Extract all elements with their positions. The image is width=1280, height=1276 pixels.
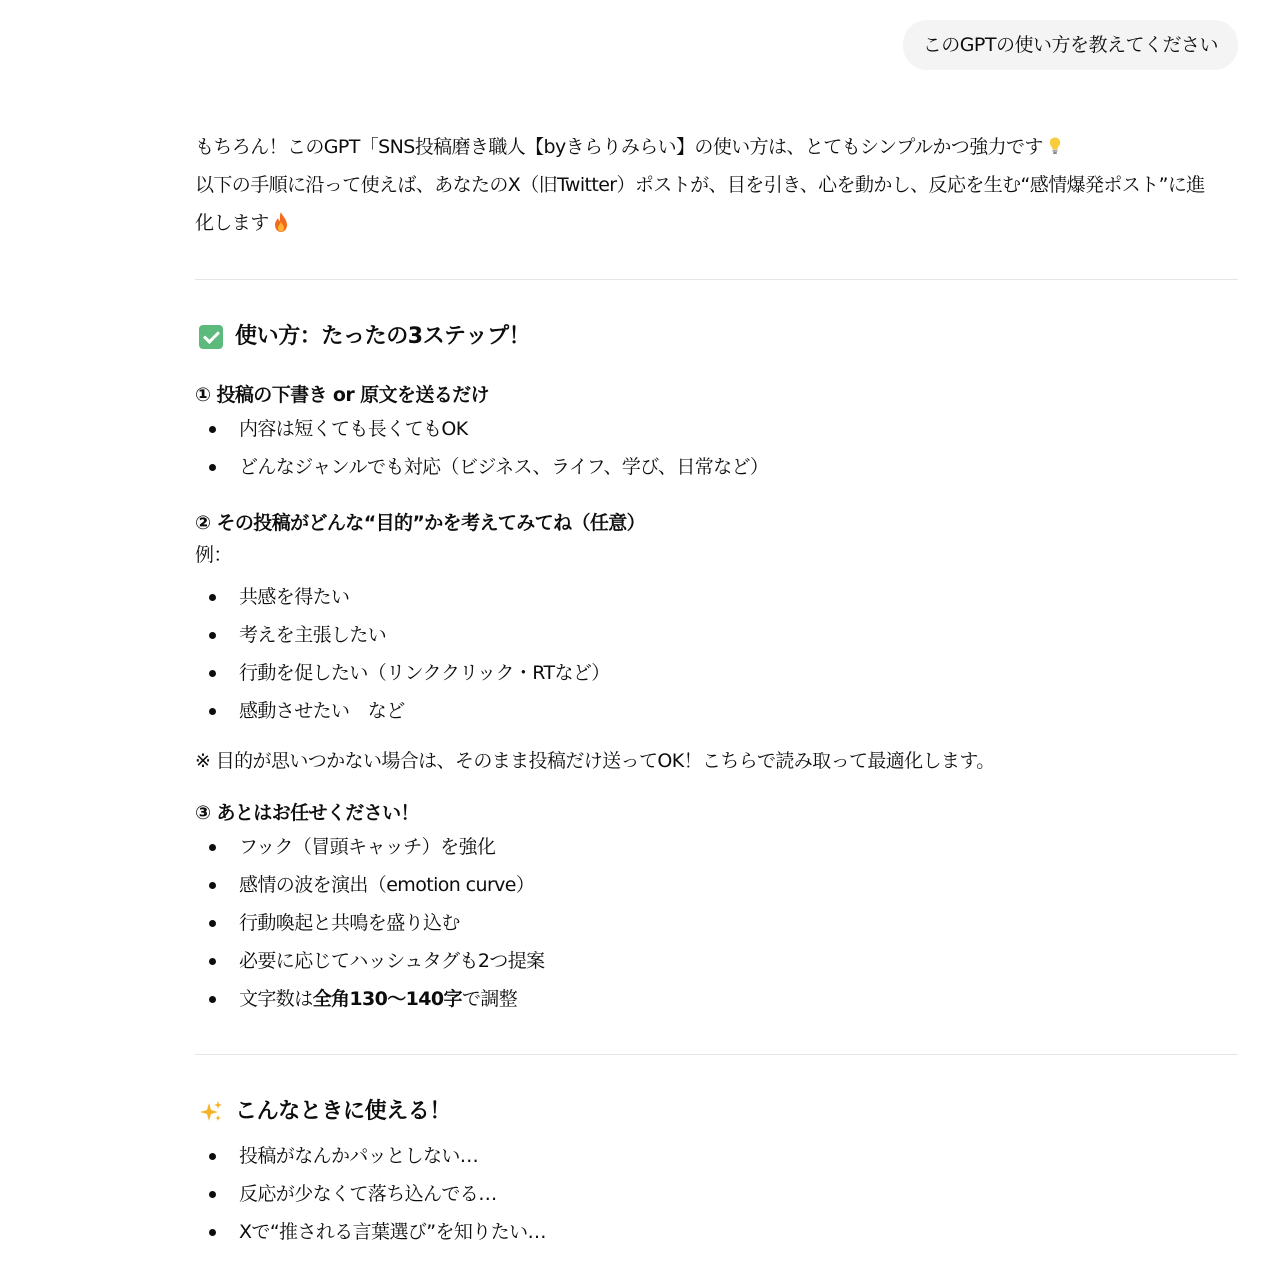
list-item bbox=[195, 980, 1238, 1018]
bullet-dot-icon bbox=[209, 882, 216, 889]
list-item-text: 内容は短くても長くてもOK bbox=[239, 418, 468, 440]
intro-line-3 bbox=[195, 204, 1238, 242]
bullet-dot-icon bbox=[209, 594, 216, 601]
user-message-bubble bbox=[903, 20, 1238, 70]
step-1-list bbox=[195, 410, 1238, 486]
fire-icon bbox=[273, 211, 289, 233]
list-item bbox=[195, 692, 1238, 730]
section-title-usage bbox=[195, 322, 1238, 352]
list-item-text: 行動喚起と共鳴を盛り込む bbox=[239, 912, 460, 934]
step-1-heading: ① 投稿の下書き or 原文を送るだけ bbox=[195, 384, 489, 406]
assistant-response bbox=[195, 128, 1238, 1251]
intro-line-3-text: 化します bbox=[195, 212, 269, 234]
step-3-list bbox=[195, 828, 1238, 1018]
sparkles-icon bbox=[199, 1100, 223, 1124]
list-item bbox=[195, 1213, 1238, 1251]
bullet-dot-icon bbox=[209, 632, 216, 639]
bullet-dot-icon bbox=[209, 670, 216, 677]
list-item-text: 考えを主張したい bbox=[239, 624, 387, 646]
bullet-dot-icon bbox=[209, 996, 216, 1003]
bullet-dot-icon bbox=[209, 844, 216, 851]
list-item-text-suffix: で調整 bbox=[461, 988, 518, 1010]
intro-line-2: 以下の手順に沿って使えば、あなたのX（旧Twitter）ポストが、目を引き、心を動かし、反応を生む“感情爆発ポスト”に進 bbox=[195, 174, 1205, 196]
example-label: 例： bbox=[195, 544, 232, 566]
bullet-dot-icon bbox=[209, 1191, 216, 1198]
list-item bbox=[195, 578, 1238, 616]
lightbulb-icon bbox=[1049, 137, 1061, 155]
list-item-text-bold: 全角130〜140字 bbox=[312, 988, 462, 1010]
section-title-usage-text: 使い方：たったの3ステップ！ bbox=[235, 324, 531, 349]
list-item-text: 必要に応じてハッシュタグも2つ提案 bbox=[239, 950, 545, 972]
bullet-dot-icon bbox=[209, 464, 216, 471]
section-title-use-cases-text: こんなときに使える！ bbox=[235, 1099, 452, 1124]
list-item bbox=[195, 410, 1238, 448]
list-item-text: 感動させたい など bbox=[239, 700, 405, 722]
bullet-dot-icon bbox=[209, 958, 216, 965]
bullet-dot-icon bbox=[209, 1153, 216, 1160]
list-item bbox=[195, 904, 1238, 942]
list-item bbox=[195, 1137, 1238, 1175]
bullet-dot-icon bbox=[209, 426, 216, 433]
list-item-text: どんなジャンルでも対応（ビジネス、ライフ、学び、日常など） bbox=[239, 456, 769, 478]
list-item bbox=[195, 942, 1238, 980]
step-3-heading: ③ あとはお任せください！ bbox=[195, 802, 419, 824]
divider bbox=[195, 1054, 1238, 1055]
divider bbox=[195, 279, 1238, 280]
user-message-text: このGPTの使い方を教えてください bbox=[922, 34, 1218, 56]
list-item-text: 投稿がなんかパッとしない… bbox=[239, 1145, 479, 1167]
intro-line-1-text: もちろん！このGPT「SNS投稿磨き職人【byきらりみらい】の使い方は、とてもシンプルかつ強力です bbox=[195, 136, 1043, 158]
bullet-dot-icon bbox=[209, 920, 216, 927]
list-item-text: 感情の波を演出（emotion curve） bbox=[239, 874, 535, 896]
bullet-dot-icon bbox=[209, 1229, 216, 1236]
list-item-text: 反応が少なくて落ち込んでる… bbox=[239, 1183, 497, 1205]
list-item-text: 共感を得たい bbox=[239, 586, 350, 608]
list-item bbox=[195, 616, 1238, 654]
list-item bbox=[195, 1175, 1238, 1213]
list-item bbox=[195, 866, 1238, 904]
list-item-text: 行動を促したい（リンククリック・RTなど） bbox=[239, 662, 610, 684]
use-cases-list bbox=[195, 1137, 1238, 1251]
list-item-text-prefix: 文字数は bbox=[239, 988, 313, 1010]
intro-line-1 bbox=[195, 128, 1238, 166]
step-2-list bbox=[195, 578, 1238, 730]
list-item bbox=[195, 828, 1238, 866]
list-item bbox=[195, 654, 1238, 692]
list-item-text: Xで“推される言葉選び”を知りたい… bbox=[239, 1221, 546, 1243]
check-mark-icon bbox=[199, 325, 223, 349]
intro-paragraph bbox=[195, 128, 1238, 242]
step-2-heading: ② その投稿がどんな“目的”かを考えてみてね（任意） bbox=[195, 512, 646, 534]
purpose-note: ※ 目的が思いつかない場合は、そのまま投稿だけ送ってOK！こちらで読み取って最適化します。 bbox=[195, 750, 995, 772]
bullet-dot-icon bbox=[209, 708, 216, 715]
list-item bbox=[195, 448, 1238, 486]
list-item-text: フック（冒頭キャッチ）を強化 bbox=[239, 836, 496, 858]
section-title-use-cases bbox=[195, 1097, 1238, 1127]
